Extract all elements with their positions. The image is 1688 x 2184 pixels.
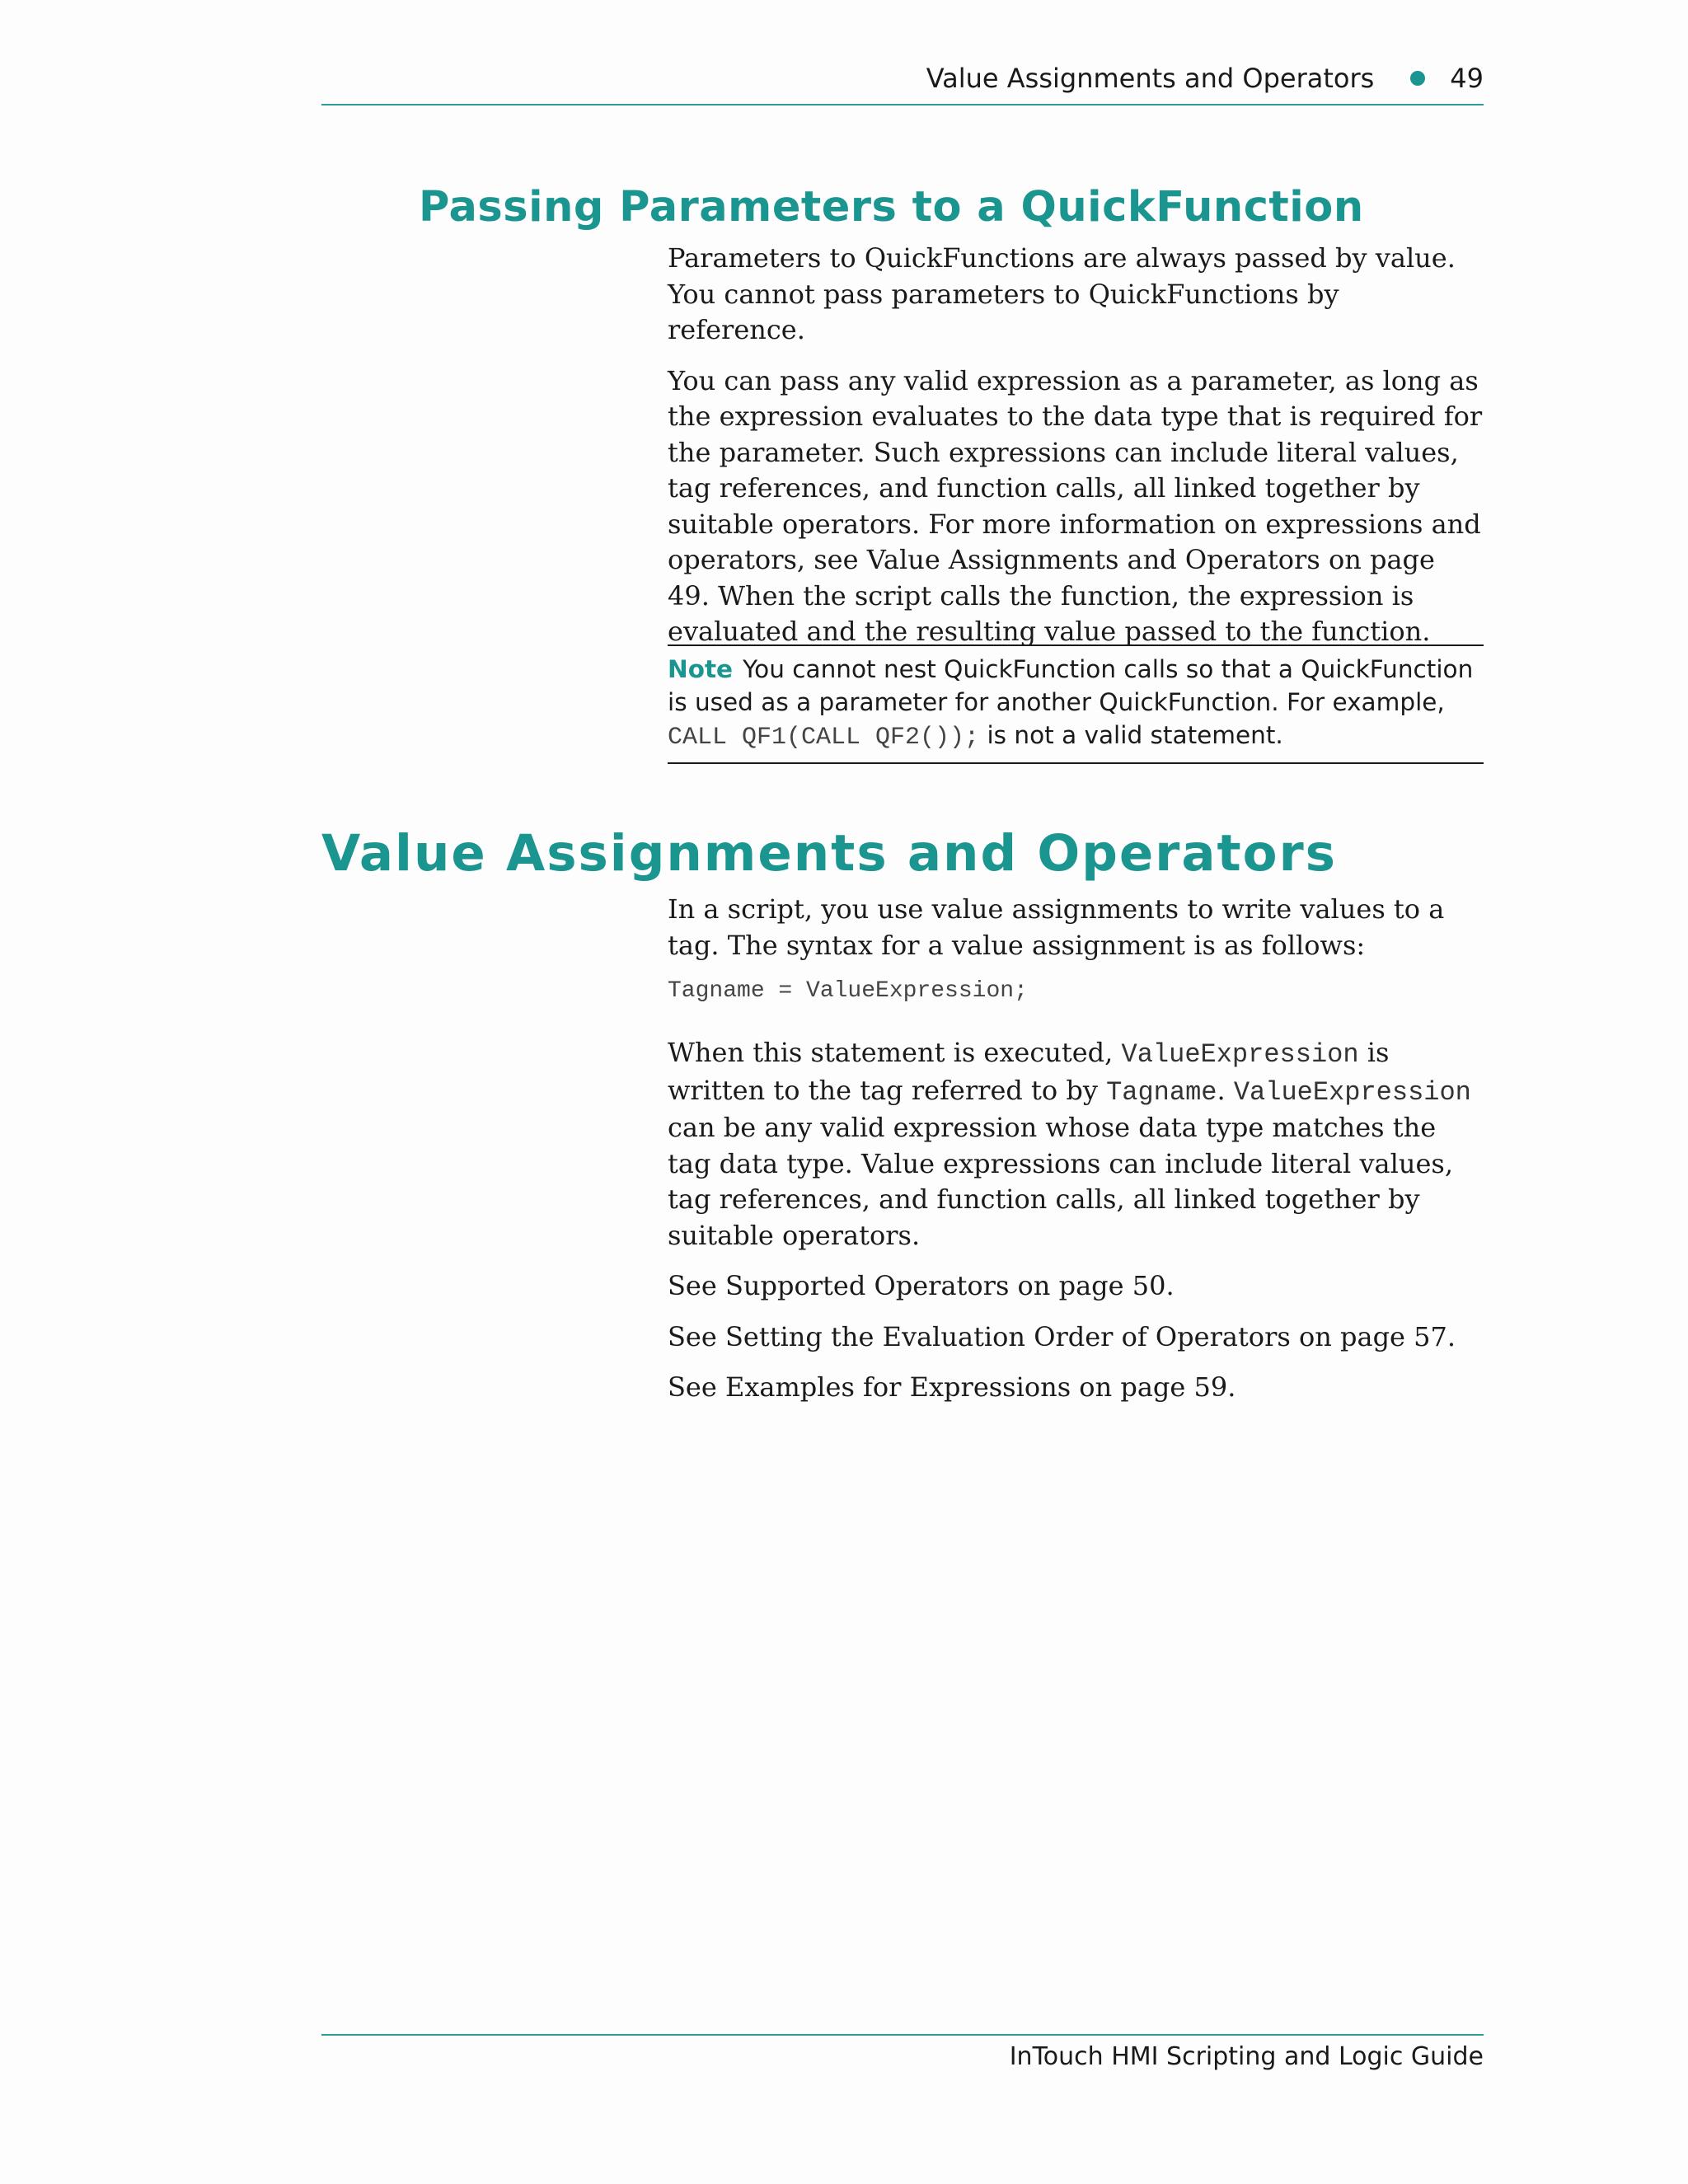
- section2-paragraph-1: In a script, you use value assignments to write values to a tag. The syntax for a value assignment is as follows:: [668, 893, 1445, 961]
- page-header: [321, 56, 1484, 105]
- running-title: Value Assignments and Operators: [926, 63, 1375, 94]
- footer-book-title: InTouch HMI Scripting and Logic Guide: [1009, 2042, 1484, 2071]
- header-row: [926, 63, 1484, 94]
- para2-text-b: is written to the tag referred to by: [668, 1037, 1390, 1106]
- section1-body: [668, 241, 1484, 650]
- inline-code-valueexpression-2: ValueExpression: [1233, 1076, 1471, 1108]
- page-number: 49: [1450, 63, 1484, 94]
- bullet-dot-icon: [1410, 71, 1425, 86]
- section2-body: [668, 892, 1484, 1406]
- note-text-2: is not a valid statement.: [979, 721, 1283, 749]
- see-evaluation-order: See Setting the Evaluation Order of Operators on page 57.: [668, 1320, 1456, 1352]
- note-text-1: You cannot nest QuickFunction calls so that a QuickFunction is used as a parameter for another QuickFunction. For example,: [668, 655, 1474, 716]
- note-box: [668, 644, 1484, 764]
- note-code: CALL QF1(CALL QF2());: [668, 724, 980, 752]
- section2-paragraph-2: [668, 1035, 1484, 1254]
- para2-text-d: can be any valid expression whose data type matches the tag data type. Value expressions can include literal values, tag references, and function calls, all linked together by suitable operators.: [668, 1112, 1453, 1251]
- section-heading-passing-parameters: Passing Parameters to a QuickFunction: [419, 183, 1364, 232]
- section-heading-value-assignments: Value Assignments and Operators: [321, 824, 1337, 883]
- page-footer: [321, 2034, 1484, 2071]
- inline-code-valueexpression-1: ValueExpression: [1121, 1039, 1359, 1070]
- para2-text-c: .: [1217, 1074, 1234, 1106]
- para2-text-a: When this statement is executed,: [668, 1037, 1122, 1068]
- section1-paragraph-2: You can pass any valid expression as a parameter, as long as the expression evaluates to the data type that is required for the parameter. Such expressions can include literal values, tag references, and function calls, all linked together by suitable operators. For more information on expressions and operators, see Value Assignments and Operators on page 49. When the script calls the function, the expression is evaluated and the resulting value passed to the function.: [668, 364, 1483, 647]
- code-block-syntax: Tagname = ValueExpression;: [668, 978, 1028, 1004]
- note-label: Note: [668, 655, 734, 683]
- section1-paragraph-1: Parameters to QuickFunctions are always passed by value. You cannot pass parameters to QuickFunctions by reference.: [668, 242, 1456, 345]
- inline-code-tagname: Tagname: [1106, 1076, 1217, 1108]
- see-examples-expressions: See Examples for Expressions on page 59.: [668, 1371, 1236, 1403]
- note-paragraph: [668, 653, 1484, 754]
- see-supported-operators: See Supported Operators on page 50.: [668, 1270, 1175, 1301]
